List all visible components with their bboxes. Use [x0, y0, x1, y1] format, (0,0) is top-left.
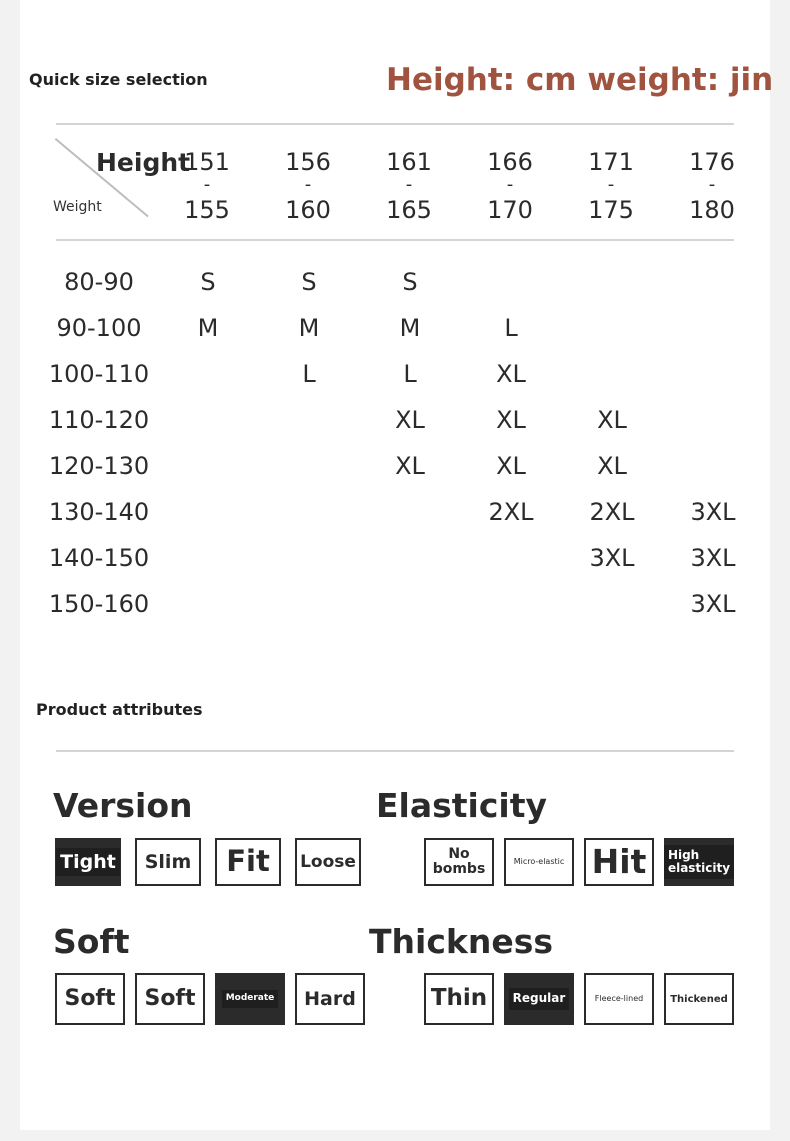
- thickness-option-regular[interactable]: [504, 973, 574, 1025]
- elasticity-option-high-elasticity[interactable]: [664, 838, 734, 886]
- unit-title: Height: cm weight: jin: [386, 62, 774, 98]
- thickness-option-fleece-lined[interactable]: [584, 973, 654, 1025]
- softness-option-hard[interactable]: [295, 973, 365, 1025]
- weight-range-label: 130-140: [48, 498, 150, 526]
- size-cell: L: [403, 360, 417, 388]
- option-label: Soft: [144, 985, 196, 1011]
- height-range-end: 170: [487, 196, 533, 224]
- size-cell: L: [302, 360, 316, 388]
- size-cell: 3XL: [690, 544, 736, 572]
- softness-option-moderate[interactable]: [215, 973, 285, 1025]
- option-label: Hit: [591, 841, 647, 881]
- option-label: Hard: [304, 987, 356, 1010]
- quick-size-title: Quick size selection: [29, 70, 208, 89]
- size-cell: XL: [496, 406, 526, 434]
- elasticity-option-micro-elastic[interactable]: [504, 838, 574, 886]
- softness-option-soft[interactable]: [55, 973, 125, 1025]
- size-cell: 3XL: [690, 590, 736, 618]
- option-label: Moderate: [222, 990, 279, 1008]
- top-divider: [56, 123, 734, 125]
- attributes-divider: [56, 750, 734, 752]
- weight-range-label: 150-160: [48, 590, 150, 618]
- version-option-loose[interactable]: [295, 838, 361, 886]
- height-range-start: 166: [487, 148, 533, 176]
- option-label: Soft: [64, 985, 116, 1011]
- header-divider: [56, 239, 734, 241]
- height-range-start: 156: [285, 148, 331, 176]
- height-column-header: [672, 150, 752, 222]
- size-cell: XL: [496, 360, 526, 388]
- height-range-separator: -: [405, 174, 413, 195]
- version-option-fit[interactable]: [215, 838, 281, 886]
- height-column-header: [167, 150, 247, 222]
- weight-axis-label: Weight: [53, 199, 102, 215]
- height-range-start: 151: [184, 148, 230, 176]
- version-option-slim[interactable]: [135, 838, 201, 886]
- option-label: Micro-elastic: [513, 856, 565, 866]
- height-range-start: 176: [689, 148, 735, 176]
- height-range-start: 161: [386, 148, 432, 176]
- size-cell: XL: [395, 452, 425, 480]
- height-column-header: [571, 150, 651, 222]
- height-range-end: 165: [386, 196, 432, 224]
- weight-range-label: 90-100: [56, 314, 142, 342]
- height-range-end: 160: [285, 196, 331, 224]
- size-cell: S: [402, 268, 418, 296]
- softness-option-soft-2[interactable]: [135, 973, 205, 1025]
- thickness-option-thin[interactable]: [424, 973, 494, 1025]
- option-label: Tight: [56, 848, 120, 877]
- height-axis-label: Height: [96, 148, 191, 177]
- version-option-tight[interactable]: [55, 838, 121, 886]
- size-cell: XL: [395, 406, 425, 434]
- size-cell: M: [197, 314, 219, 342]
- option-label: High elasticity: [664, 845, 734, 879]
- thickness-title: Thickness: [369, 922, 553, 961]
- size-cell: S: [200, 268, 216, 296]
- size-cell: L: [504, 314, 518, 342]
- height-range-end: 180: [689, 196, 735, 224]
- height-range-end: 155: [184, 196, 230, 224]
- height-range-separator: -: [304, 174, 312, 195]
- height-range-separator: -: [506, 174, 514, 195]
- size-cell: 3XL: [589, 544, 635, 572]
- height-column-header: [369, 150, 449, 222]
- height-range-end: 175: [588, 196, 634, 224]
- weight-range-label: 100-110: [48, 360, 150, 388]
- height-range-separator: -: [708, 174, 716, 195]
- weight-range-label: 140-150: [48, 544, 150, 572]
- height-range-separator: -: [607, 174, 615, 195]
- option-label: Slim: [144, 850, 192, 873]
- weight-range-label: 120-130: [48, 452, 150, 480]
- size-cell: XL: [496, 452, 526, 480]
- size-cell: 2XL: [488, 498, 534, 526]
- option-label: Regular: [509, 988, 570, 1009]
- option-label: Fleece-lined: [594, 993, 644, 1003]
- option-label: Thickened: [670, 993, 728, 1005]
- option-label: Thin: [430, 985, 488, 1012]
- size-cell: S: [301, 268, 317, 296]
- height-column-header: [268, 150, 348, 222]
- softness-title: Soft: [53, 922, 130, 961]
- size-cell: XL: [597, 452, 627, 480]
- version-title: Version: [53, 786, 193, 825]
- height-column-header: [470, 150, 550, 222]
- height-range-separator: -: [203, 174, 211, 195]
- option-label: Loose: [300, 851, 356, 872]
- height-range-start: 171: [588, 148, 634, 176]
- size-cell: 3XL: [690, 498, 736, 526]
- weight-range-label: 110-120: [48, 406, 150, 434]
- size-cell: XL: [597, 406, 627, 434]
- product-attributes-title: Product attributes: [36, 700, 203, 719]
- size-cell: M: [298, 314, 320, 342]
- option-label: Fit: [226, 844, 270, 879]
- option-label: No bombs: [432, 845, 486, 877]
- weight-range-label: 80-90: [64, 268, 134, 296]
- size-cell: M: [399, 314, 421, 342]
- elasticity-option-no-bombs[interactable]: [424, 838, 494, 886]
- elasticity-title: Elasticity: [376, 786, 548, 825]
- size-cell: 2XL: [589, 498, 635, 526]
- thickness-option-thickened[interactable]: [664, 973, 734, 1025]
- elasticity-option-hit[interactable]: [584, 838, 654, 886]
